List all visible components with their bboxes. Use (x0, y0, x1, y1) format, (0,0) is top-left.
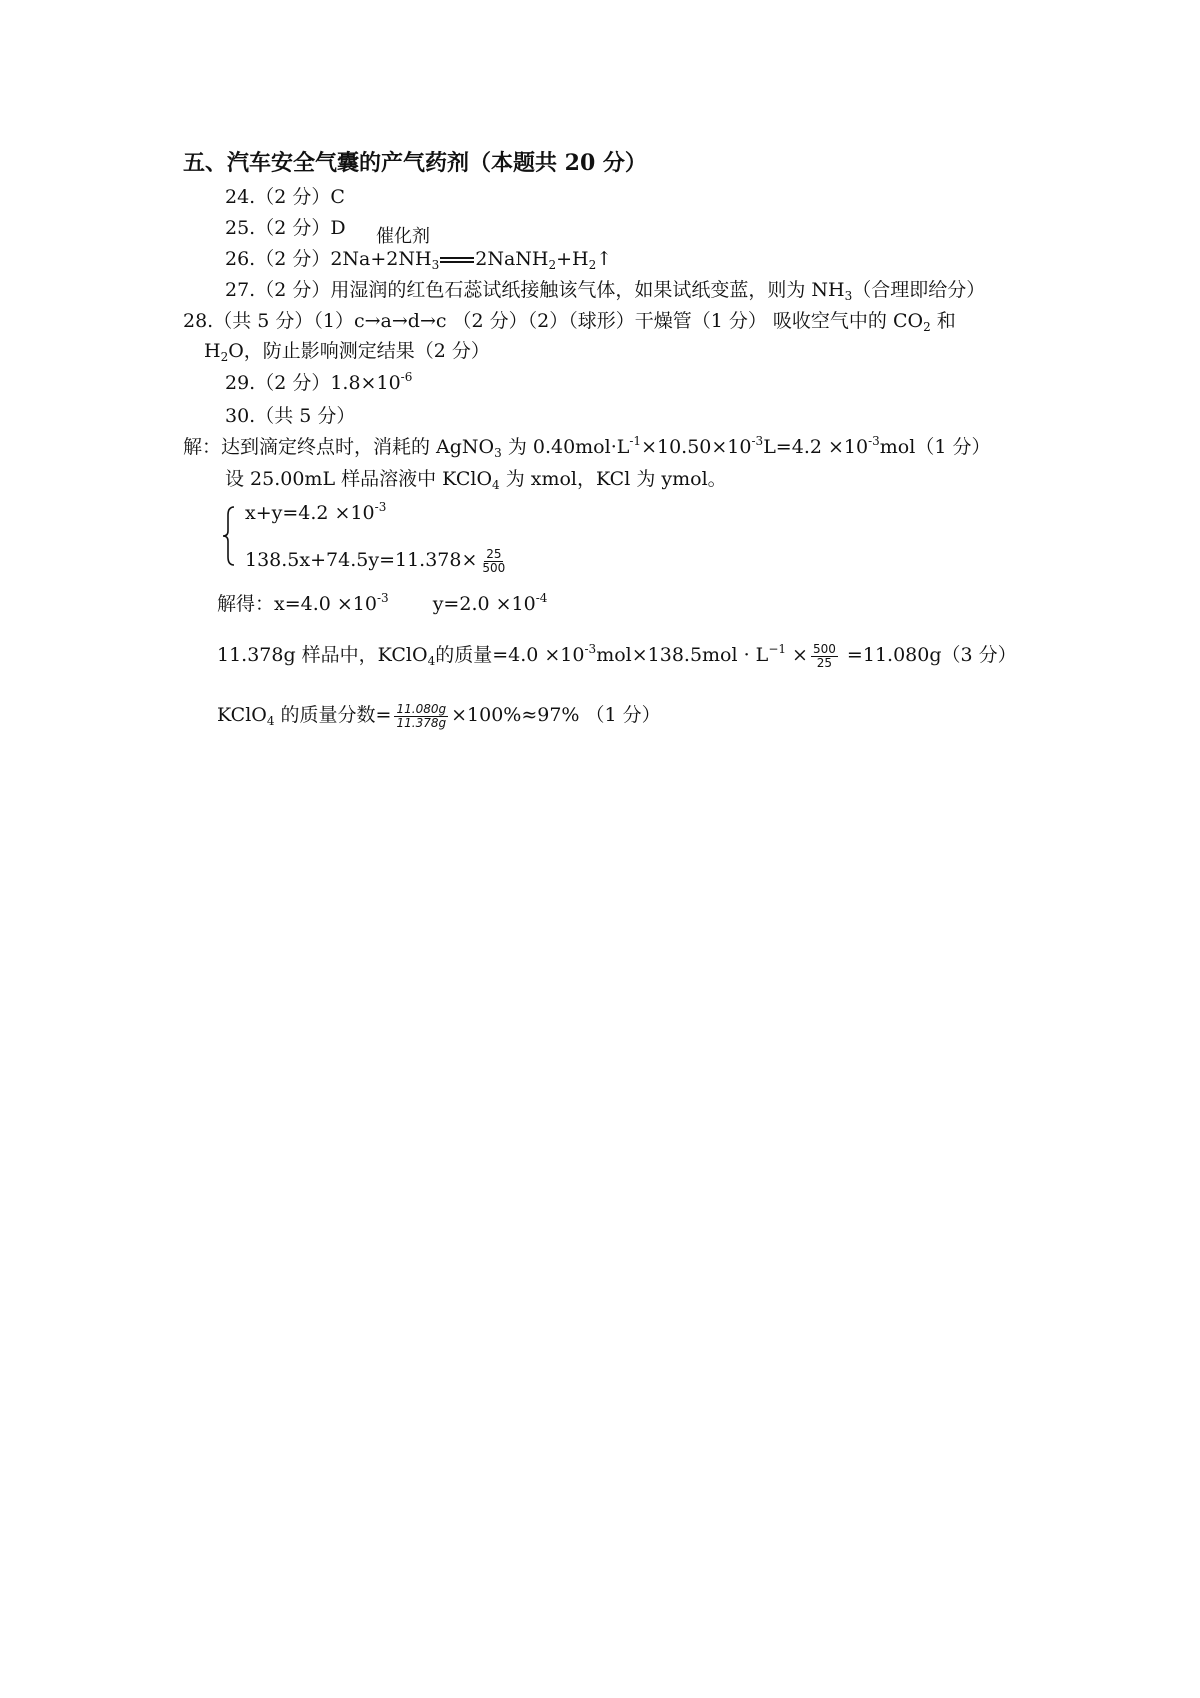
solution-l1-c: ×10.50×10 (641, 436, 752, 458)
solution-l1-sub: 3 (494, 446, 502, 460)
mass-e: =11.080g（3 分） (840, 644, 1017, 666)
equation-2-numerator: 25 (486, 546, 502, 561)
answer-28-line1 (183, 308, 956, 334)
answer-30: 30.（共 5 分） (225, 405, 356, 427)
section-heading: 五、汽车安全气囊的产气药剂（本题共 20 分） (183, 150, 647, 176)
mass-c: mol×138.5mol · L (596, 644, 769, 666)
mass-sub: 4 (427, 654, 436, 668)
solution-line-1 (183, 434, 990, 460)
answer-28-line2 (204, 338, 490, 364)
solution-x-sup: -3 (377, 591, 389, 605)
answer-26-mid: 2NaNH (475, 248, 549, 270)
solution-y: y=2.0 ×10 (432, 593, 536, 615)
fraction-a: KClO (217, 704, 267, 726)
equation-2-text: 138.5x+74.5y=11.378× (245, 549, 478, 571)
answer-26-sub2: 2 (548, 258, 557, 272)
solution-l1-e: mol（1 分） (879, 436, 991, 458)
answer-26-end: +H (556, 248, 589, 270)
answer-27-sub: 3 (844, 289, 853, 303)
percent-fraction (394, 703, 448, 730)
gas-arrow-icon: ↑ (596, 248, 613, 270)
answer-29-sup: -6 (400, 370, 413, 384)
mass-b: 的质量=4.0 ×10 (435, 644, 585, 666)
mass-fraction-calculation (217, 702, 661, 730)
equation-1-sup: -3 (374, 500, 387, 514)
mass-sup2: −1 (768, 642, 787, 656)
answer-27-text: 27.（2 分）用湿润的红色石蕊试纸接触该气体，如果试纸变蓝，则为 NH (225, 279, 845, 301)
mass-denominator: 25 (816, 655, 833, 670)
answer-27-end: （合理即给分） (852, 279, 986, 301)
solution-l1-sup1: -1 (629, 434, 642, 448)
answer-26-sub1: 3 (431, 258, 440, 272)
answer-28-end: 和 (930, 310, 956, 332)
mass-fraction (811, 643, 838, 670)
answer-24: 24.（2 分）C (225, 186, 345, 208)
solution-x: 解得：x=4.0 ×10 (217, 593, 377, 615)
equation-1-text: x+y=4.2 ×10 (245, 502, 375, 524)
answer-29 (225, 370, 412, 396)
answer-26-sub3: 2 (588, 258, 597, 272)
answer-29-text: 29.（2 分）1.8×10 (225, 372, 401, 394)
percent-denominator: 11.378g (396, 715, 447, 730)
mass-d: × (786, 644, 808, 666)
solution-l2-b: 为 xmol，KCl 为 ymol。 (499, 468, 727, 490)
solution-l1-sup3: -3 (868, 434, 880, 448)
solution-l1-d: L=4.2 ×10 (763, 436, 869, 458)
answer-28-sub2: 2 (220, 350, 229, 364)
solution-l1-b: 为 0.40mol·L (501, 436, 630, 458)
answer-26 (225, 246, 612, 272)
fraction-c: ×100%≈97% （1 分） (451, 704, 661, 726)
answer-28-sub1: 2 (923, 320, 931, 334)
answer-27 (225, 277, 985, 303)
solution-l2-a: 设 25.00mL 样品溶液中 KClO (225, 468, 493, 490)
solution-result (217, 591, 547, 617)
answer-28-text: 28.（共 5 分）（1）c→a→d→c （2 分）（2）（球形）干燥管（1 分） 吸收空气中的 CO (183, 310, 924, 332)
mass-sup1: -3 (584, 642, 597, 656)
answer-26-prefix: 26.（2 分）2Na+2NH (225, 248, 432, 270)
mass-a: 11.378g 样品中，KClO (217, 644, 428, 666)
solution-l2-sub: 4 (492, 478, 500, 492)
equation-2-denominator: 500 (482, 560, 506, 575)
equation-system-brace (222, 505, 236, 567)
equation-2-fraction (480, 548, 507, 575)
mass-numerator: 500 (812, 641, 836, 656)
equation-equals-sign (440, 257, 474, 263)
percent-numerator: 11.080g (396, 701, 447, 716)
catalyst-label: 催化剂 (376, 226, 430, 247)
answer-28-h: H (204, 340, 221, 362)
fraction-b: 的质量分数= (274, 704, 392, 726)
fraction-sub: 4 (266, 714, 275, 728)
mass-calculation (217, 642, 1017, 670)
solution-y-sup: -4 (535, 591, 548, 605)
answer-28-rest: O，防止影响测定结果（2 分） (228, 340, 490, 362)
equation-2 (245, 547, 510, 575)
solution-l1-a: 解：达到滴定终点时，消耗的 AgNO (183, 436, 495, 458)
solution-l1-sup2: -3 (751, 434, 764, 448)
solution-line-2 (225, 466, 727, 492)
answer-25: 25.（2 分）D (225, 217, 346, 239)
equation-1 (245, 500, 386, 526)
